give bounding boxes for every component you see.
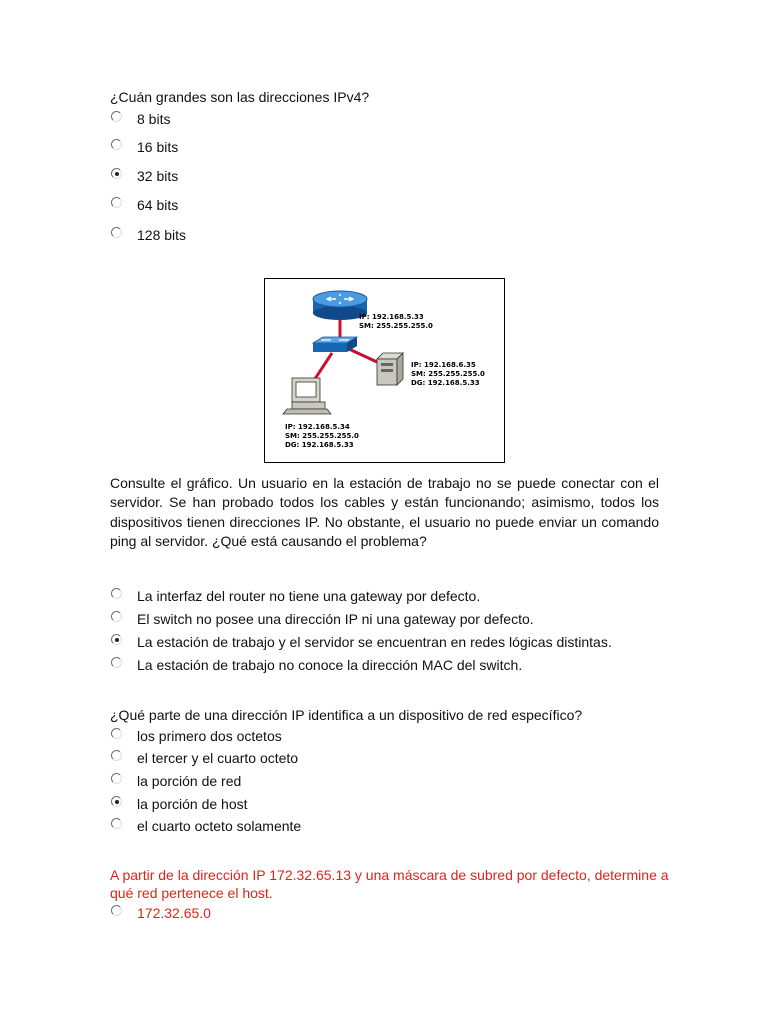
- q3-option-3[interactable]: [111, 772, 241, 792]
- option-label: La estación de trabajo y el servidor se encuentran en redes lógicas distintas.: [137, 634, 612, 650]
- q1-option-4[interactable]: [111, 196, 178, 216]
- q1-option-5[interactable]: [111, 226, 186, 246]
- option-label: el tercer y el cuarto octeto: [137, 750, 299, 766]
- radio-button-selected[interactable]: [111, 168, 122, 179]
- router-ip-label: IP: 192.168.5.33: [359, 313, 424, 321]
- radio-button[interactable]: [111, 657, 122, 668]
- radio-button[interactable]: [111, 588, 122, 599]
- workstation-sm-label: SM: 255.255.255.0: [285, 432, 359, 440]
- radio-button[interactable]: [111, 905, 122, 916]
- radio-button-selected[interactable]: [111, 796, 122, 807]
- radio-button[interactable]: [111, 728, 122, 739]
- q3-option-4[interactable]: [111, 795, 248, 815]
- question-3-text: ¿Qué parte de una dirección IP identifica a un dispositivo de red específico?: [110, 707, 583, 723]
- server-ip-label: IP: 192.168.6.35: [411, 361, 476, 369]
- option-label: 16 bits: [137, 139, 179, 155]
- radio-button[interactable]: [111, 750, 122, 761]
- q2-option-2[interactable]: [111, 610, 534, 630]
- q2-option-4[interactable]: [111, 656, 522, 676]
- q1-option-1[interactable]: [111, 110, 170, 130]
- radio-button[interactable]: [111, 227, 122, 238]
- cable-switch-server: [349, 349, 377, 362]
- server-icon: [377, 353, 403, 385]
- workstation-icon: [283, 378, 331, 414]
- option-label: los primero dos octetos: [137, 728, 282, 744]
- option-label: 172.32.65.0: [137, 905, 211, 921]
- q3-option-5[interactable]: [111, 817, 301, 837]
- option-label: la porción de host: [137, 796, 248, 812]
- q2-option-3[interactable]: [111, 633, 612, 653]
- option-label: La estación de trabajo no conoce la dirección MAC del switch.: [137, 657, 523, 673]
- option-label: 128 bits: [137, 227, 187, 243]
- option-label: 64 bits: [137, 197, 179, 213]
- radio-button[interactable]: [111, 111, 122, 122]
- router-sm-label: SM: 255.255.255.0: [359, 322, 433, 330]
- radio-button[interactable]: [111, 197, 122, 208]
- radio-button[interactable]: [111, 818, 122, 829]
- option-label: El switch no posee una dirección IP ni una gateway por defecto.: [137, 611, 534, 627]
- q1-option-2[interactable]: [111, 138, 178, 158]
- option-label: 8 bits: [137, 111, 171, 127]
- q4-option-1[interactable]: [111, 904, 211, 924]
- option-label: el cuarto octeto solamente: [137, 818, 302, 834]
- server-sm-label: SM: 255.255.255.0: [411, 370, 485, 378]
- question-1-text: ¿Cuán grandes son las direcciones IPv4?: [110, 89, 370, 105]
- radio-button-selected[interactable]: [111, 634, 122, 645]
- radio-button[interactable]: [111, 773, 122, 784]
- option-label: la porción de red: [137, 773, 242, 789]
- network-diagram: [264, 278, 505, 463]
- radio-button[interactable]: [111, 139, 122, 150]
- option-label: La interfaz del router no tiene una gateway por defecto.: [137, 588, 481, 604]
- q3-option-2[interactable]: [111, 749, 298, 769]
- switch-icon: [313, 337, 357, 352]
- question-2-text: Consulte el gráfico. Un usuario en la estación de trabajo no se puede conectar con el servidor. Se han probado todos los cables y están funcionando; asimismo, todos los dispositivos tienen direcciones IP. No obstante, el usuario no puede enviar un comando ping al servidor. ¿Qué está causando el problema?: [110, 475, 659, 550]
- workstation-ip-label: IP: 192.168.5.34: [285, 423, 350, 431]
- radio-button[interactable]: [111, 611, 122, 622]
- q3-option-1[interactable]: [111, 727, 282, 747]
- workstation-dg-label: DG: 192.168.5.33: [285, 441, 354, 449]
- option-label: 32 bits: [137, 168, 179, 184]
- server-dg-label: DG: 192.168.5.33: [411, 379, 480, 387]
- q1-option-3[interactable]: [111, 167, 178, 187]
- q2-option-1[interactable]: [111, 587, 480, 607]
- question-4-text: A partir de la dirección IP 172.32.65.13 y una máscara de subred por defecto, determine a qué red pertenece el host.: [110, 867, 669, 901]
